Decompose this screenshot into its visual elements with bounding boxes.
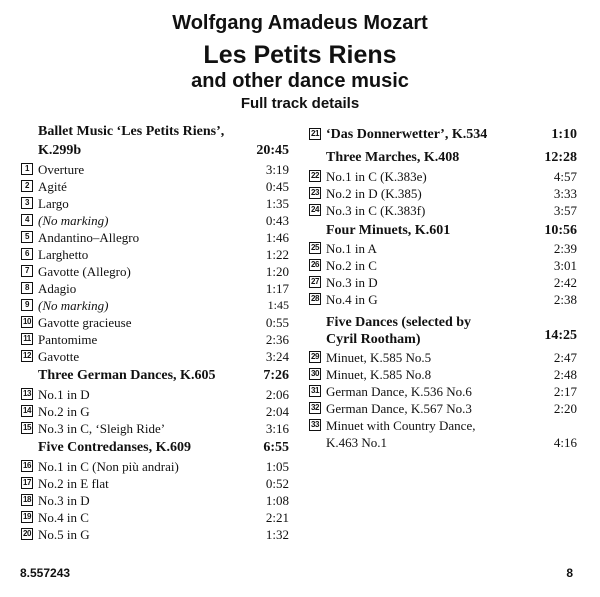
track-row <box>309 434 577 451</box>
track-row <box>309 366 577 383</box>
track-title: (No marking) <box>38 298 109 313</box>
section-caption: Full track details <box>240 95 360 112</box>
group-title: Cyril Rootham) <box>326 332 421 347</box>
track-title: No.2 in D (K.385) <box>326 186 422 201</box>
track-row <box>21 195 289 212</box>
track-duration: 3:19 <box>265 162 289 177</box>
track-title: No.2 in G <box>38 404 90 419</box>
track-row <box>21 526 289 543</box>
track-row <box>21 263 289 280</box>
track-row <box>21 492 289 509</box>
track-number: 12 <box>21 350 33 362</box>
track-number: 14 <box>21 405 33 417</box>
album-title: Les Petits Riens <box>203 41 397 69</box>
track-row <box>309 126 577 143</box>
track-row <box>309 257 577 274</box>
track-title: German Dance, K.536 No.6 <box>326 384 472 399</box>
group-title: Four Minuets, K.601 <box>326 223 451 238</box>
track-number: 6 <box>21 248 33 260</box>
track-title: German Dance, K.567 No.3 <box>326 401 472 416</box>
track-number: 3 <box>21 197 33 209</box>
track-number: 16 <box>21 460 33 472</box>
track-row <box>309 168 577 185</box>
track-number: 24 <box>309 204 321 216</box>
track-duration: 1:22 <box>265 247 289 262</box>
track-duration: 1:10 <box>551 127 577 142</box>
track-duration: 2:47 <box>553 350 577 365</box>
track-title: Adagio <box>38 281 77 296</box>
track-number: 20 <box>21 528 33 540</box>
track-title: Minuet, K.585 No.5 <box>326 350 432 365</box>
track-number: 19 <box>21 511 33 523</box>
track-title: Minuet with Country Dance, <box>326 418 476 433</box>
track-title: Gavotte gracieuse <box>38 315 132 330</box>
group-heading <box>326 221 577 240</box>
track-number: 32 <box>309 402 321 414</box>
track-duration: 0:43 <box>265 213 289 228</box>
track-title: No.3 in C, ‘Sleigh Ride’ <box>38 421 166 436</box>
track-duration: 2:17 <box>553 384 577 399</box>
group-heading <box>326 148 577 167</box>
track-number: 15 <box>21 422 33 434</box>
track-duration: 0:45 <box>265 179 289 194</box>
track-number: 13 <box>21 388 33 400</box>
track-duration: 1:17 <box>265 281 289 296</box>
track-title: No.1 in D <box>38 387 90 402</box>
track-number: 18 <box>21 494 33 506</box>
track-row <box>21 161 289 178</box>
track-number: 11 <box>21 333 33 345</box>
track-number: 1 <box>21 163 33 175</box>
page-number: 8 <box>566 566 573 580</box>
track-row <box>21 297 289 314</box>
track-title: No.5 in G <box>38 527 90 542</box>
track-row <box>21 403 289 420</box>
track-row <box>21 475 289 492</box>
track-duration: 2:36 <box>265 332 289 347</box>
track-title: No.3 in C (K.383f) <box>326 203 426 218</box>
track-row <box>21 458 289 475</box>
track-duration: 1:46 <box>265 230 289 245</box>
track-number: 31 <box>309 385 321 397</box>
track-row <box>21 212 289 229</box>
track-duration: 3:24 <box>265 349 289 364</box>
track-number: 28 <box>309 293 321 305</box>
track-number: 25 <box>309 242 321 254</box>
track-number: 8 <box>21 282 33 294</box>
track-title: No.2 in E flat <box>38 476 109 491</box>
track-row <box>21 229 289 246</box>
group-title: Five Contredanses, K.609 <box>38 440 191 455</box>
track-row <box>309 417 577 434</box>
track-row <box>309 274 577 291</box>
track-number: 9 <box>21 299 33 311</box>
group-duration: 6:55 <box>263 440 289 455</box>
track-duration: 3:57 <box>553 203 577 218</box>
group-title: Three German Dances, K.605 <box>38 368 216 383</box>
track-row <box>21 280 289 297</box>
track-duration: 4:57 <box>553 169 577 184</box>
track-duration: 3:01 <box>553 258 577 273</box>
track-title: No.1 in A <box>326 241 377 256</box>
track-title: No.4 in G <box>326 292 378 307</box>
track-title: No.1 in C (K.383e) <box>326 169 427 184</box>
track-title: Andantino–Allegro <box>38 230 140 245</box>
group-heading <box>326 330 577 349</box>
track-row <box>309 240 577 257</box>
group-duration: 14:25 <box>544 328 577 343</box>
group-heading <box>38 141 289 160</box>
track-number: 17 <box>21 477 33 489</box>
group-heading <box>38 366 289 385</box>
track-title: ‘Das Donnerwetter’, K.534 <box>326 127 488 142</box>
group-duration: 20:45 <box>256 143 289 158</box>
track-duration: 1:45 <box>267 298 289 312</box>
track-number: 22 <box>309 170 321 182</box>
group-title: K.299b <box>38 143 82 158</box>
track-duration: 3:33 <box>553 186 577 201</box>
track-title: Largo <box>38 196 69 211</box>
group-duration: 7:26 <box>263 368 289 383</box>
composer-name: Wolfgang Amadeus Mozart <box>172 12 428 34</box>
track-row <box>309 185 577 202</box>
group-title: Ballet Music ‘Les Petits Riens’, <box>38 124 225 139</box>
group-title: Five Dances (selected by <box>326 315 472 330</box>
group-heading <box>38 438 289 457</box>
track-duration: 2:20 <box>553 401 577 416</box>
track-duration: 3:16 <box>265 421 289 436</box>
track-number: 27 <box>309 276 321 288</box>
track-duration: 1:20 <box>265 264 289 279</box>
track-title: (No marking) <box>38 213 109 228</box>
track-row <box>309 400 577 417</box>
track-row <box>21 348 289 365</box>
track-row <box>309 202 577 219</box>
track-title: No.1 in C (Non più andrai) <box>38 459 179 474</box>
track-row <box>21 420 289 437</box>
track-number: 2 <box>21 180 33 192</box>
group-duration: 12:28 <box>544 150 577 165</box>
track-duration: 1:32 <box>265 527 289 542</box>
track-duration: 2:06 <box>265 387 289 402</box>
group-duration: 10:56 <box>544 223 577 238</box>
track-duration: 2:39 <box>553 241 577 256</box>
track-title: Agité <box>38 179 67 194</box>
track-row <box>21 246 289 263</box>
track-row <box>21 386 289 403</box>
track-number: 23 <box>309 187 321 199</box>
group-title: Three Marches, K.408 <box>326 150 460 165</box>
track-duration: 4:16 <box>553 435 577 450</box>
track-duration: 0:55 <box>265 315 289 330</box>
track-row <box>21 331 289 348</box>
album-subtitle: and other dance music <box>191 70 409 92</box>
track-number: 10 <box>21 316 33 328</box>
group-heading <box>38 122 289 141</box>
track-title: No.3 in D <box>38 493 90 508</box>
track-row <box>309 383 577 400</box>
track-title: Gavotte (Allegro) <box>38 264 131 279</box>
track-row <box>21 178 289 195</box>
track-number: 7 <box>21 265 33 277</box>
track-duration: 2:42 <box>553 275 577 290</box>
track-title: No.4 in C <box>38 510 89 525</box>
track-row <box>309 291 577 308</box>
track-duration: 1:35 <box>265 196 289 211</box>
track-row <box>21 509 289 526</box>
track-row <box>309 349 577 366</box>
catalog-number: 8.557243 <box>20 566 71 580</box>
track-duration: 2:48 <box>553 367 577 382</box>
track-row <box>21 314 289 331</box>
track-duration: 0:52 <box>265 476 289 491</box>
track-duration: 1:08 <box>265 493 289 508</box>
track-title: Pantomime <box>38 332 98 347</box>
track-title: No.3 in D <box>326 275 378 290</box>
track-number: 33 <box>309 419 321 431</box>
track-duration: 1:05 <box>265 459 289 474</box>
track-duration: 2:38 <box>553 292 577 307</box>
track-number: 21 <box>309 128 321 140</box>
track-number: 29 <box>309 351 321 363</box>
track-duration: 2:04 <box>265 404 289 419</box>
track-title: Gavotte <box>38 349 80 364</box>
track-title: Larghetto <box>38 247 89 262</box>
track-title: Overture <box>38 162 85 177</box>
track-number: 30 <box>309 368 321 380</box>
track-duration: 2:21 <box>265 510 289 525</box>
track-number: 26 <box>309 259 321 271</box>
track-title: K.463 No.1 <box>326 435 388 450</box>
track-number: 4 <box>21 214 33 226</box>
track-title: Minuet, K.585 No.8 <box>326 367 432 382</box>
track-title: No.2 in C <box>326 258 377 273</box>
track-number: 5 <box>21 231 33 243</box>
